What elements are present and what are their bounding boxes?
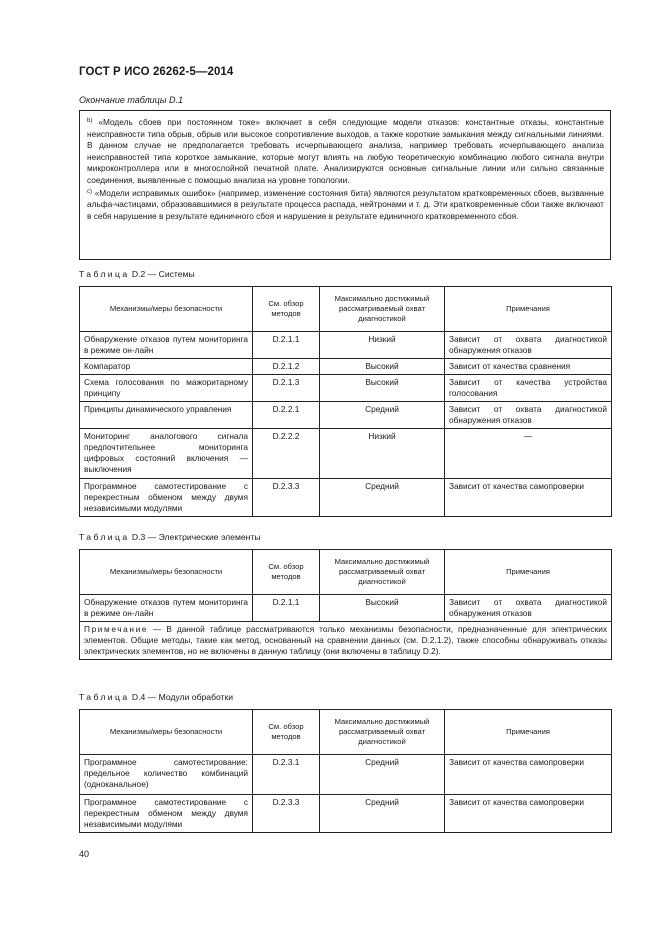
cell-coverage: Средний	[320, 795, 445, 833]
table-d2-caption-label: Таблица	[79, 269, 130, 279]
cell-coverage: Высокий	[320, 595, 445, 622]
col-header-coverage: Максимально достижимый рассматриваемый охват диагностикой	[320, 710, 445, 755]
table-row	[80, 795, 612, 833]
cell-method: D.2.1.2	[253, 359, 320, 375]
cell-mechanism: Компаратор	[80, 359, 253, 375]
note-text: — В данной таблице рассматриваются только механизмы безопасности, предназначенные для электрических элементов. Общие методы, такие как метод, основанный на сравнении данных (см. D.2.1.2), также способны обнаруживать отказы электрических элементов, но не включены в данную таблицу (они включены в таблицу D.2).	[84, 624, 607, 656]
table-d2-caption	[79, 269, 195, 279]
cell-mechanism: Программное самотестирование с перекрестным обменом между двумя независимыми модулями	[80, 795, 253, 833]
col-header-mechanisms: Механизмы/меры безопасности	[80, 287, 253, 332]
cell-method: D.2.3.3	[253, 795, 320, 833]
cell-mechanism: Схема голосования по мажоритарному принципу	[80, 375, 253, 402]
footnote-b-text: «Модель сбоев при постоянном токе» включает в себя следующие модели отказов: константные отказы, константные неисправности типа обрыв, обрыв или высокое сопротивление выходов, а также короткие замыкания между сигнальными линиями. В данном случае не предполагается требовать исчерпывающего анализа, например требовать исчерпывающего анализа неисправностей типа короткое замыкание, которые могут влиять на любую теоретическую комбинацию любого сигнала внутри микроконтроллера или в многослойной печатной плате. Анализируются основные сигнальные линии или сильно связанные соединения, выявленные с помощью анализа на уровне топологии.	[87, 117, 605, 185]
table-d3	[79, 549, 612, 660]
col-header-notes: Примечания	[445, 287, 612, 332]
table-d2	[79, 286, 612, 517]
table-d3-header-row	[80, 550, 612, 595]
cell-coverage: Низкий	[320, 332, 445, 359]
col-header-coverage: Максимально достижимый рассматриваемый охват диагностикой	[320, 550, 445, 595]
table-row	[80, 479, 612, 517]
cell-method: D.2.3.1	[253, 755, 320, 795]
cell-coverage: Средний	[320, 479, 445, 517]
col-header-mechanisms: Механизмы/меры безопасности	[80, 710, 253, 755]
cell-notes: —	[445, 429, 612, 479]
col-header-methods: См. обзор методов	[253, 710, 320, 755]
footnote-c-text: «Модели исправимых ошибок» (например, изменение состояния бита) являются результатом кратковременных сбоев, вызванные альфа-частицами, образовавшимися в результате процесса распада, нейтронами и т. д. Эти кратковременные сбои также включают в себя нарушение в результате единичного сбоя и нарушение в результате единичного кратковременного сбоя.	[87, 187, 604, 221]
cell-notes: Зависит от качества самопроверки	[445, 755, 612, 795]
cell-notes: Зависит от качества устройства голосования	[445, 375, 612, 402]
col-header-notes: Примечания	[445, 710, 612, 755]
col-header-mechanisms: Механизмы/меры безопасности	[80, 550, 253, 595]
footnote-b	[87, 117, 604, 187]
cell-coverage: Высокий	[320, 359, 445, 375]
cell-mechanism: Обнаружение отказов путем мониторинга в режиме он-лайн	[80, 595, 253, 622]
continuation-title: Окончание таблицы D.1	[79, 95, 183, 105]
table-d4-caption	[79, 692, 233, 702]
table-d1-footnotes	[79, 110, 611, 260]
cell-notes: Зависит от качества самопроверки	[445, 479, 612, 517]
footnote-c	[87, 188, 604, 223]
cell-coverage: Низкий	[320, 429, 445, 479]
cell-method: D.2.1.1	[253, 595, 320, 622]
table-row	[80, 595, 612, 622]
table-d3-caption-label: Таблица	[79, 532, 130, 542]
cell-method: D.2.1.1	[253, 332, 320, 359]
cell-mechanism: Программное самотестирование с перекрестным обменом между двумя независимыми модулями	[80, 479, 253, 517]
cell-method: D.2.2.2	[253, 429, 320, 479]
table-d3-note-row	[80, 622, 612, 660]
note-label: Примечание	[84, 624, 149, 634]
table-d4-header-row	[80, 710, 612, 755]
standard-header: ГОСТ Р ИСО 26262-5—2014	[79, 66, 234, 78]
table-row	[80, 332, 612, 359]
table-d3-note	[80, 622, 612, 660]
cell-coverage: Средний	[320, 755, 445, 795]
table-row	[80, 375, 612, 402]
table-d4-caption-rest: D.4 — Модули обработки	[131, 692, 234, 702]
cell-coverage: Средний	[320, 402, 445, 429]
col-header-coverage: Максимально достижимый рассматриваемый охват диагностикой	[320, 287, 445, 332]
table-row	[80, 755, 612, 795]
table-d4-caption-label: Таблица	[79, 692, 130, 702]
table-d2-header-row	[80, 287, 612, 332]
table-d3-caption	[79, 532, 261, 542]
cell-notes: Зависит от качества самопроверки	[445, 795, 612, 833]
col-header-methods: См. обзор методов	[253, 287, 320, 332]
cell-method: D.2.1.3	[253, 375, 320, 402]
table-row	[80, 402, 612, 429]
cell-notes: Зависит от охвата диагностикой обнаружения отказов	[445, 332, 612, 359]
page-number: 40	[79, 849, 90, 859]
table-d2-caption-rest: D.2 — Системы	[131, 269, 195, 279]
cell-method: D.2.2.1	[253, 402, 320, 429]
cell-notes: Зависит от охвата диагностикой обнаружения отказов	[445, 402, 612, 429]
cell-mechanism: Обнаружение отказов путем мониторинга в режиме он-лайн	[80, 332, 253, 359]
table-row	[80, 359, 612, 375]
col-header-methods: См. обзор методов	[253, 550, 320, 595]
cell-mechanism: Принципы динамического управления	[80, 402, 253, 429]
cell-coverage: Высокий	[320, 375, 445, 402]
footnote-c-mark: c)	[87, 188, 92, 195]
cell-mechanism: Программное самотестирование: предельное количество комбинаций (одноканальное)	[80, 755, 253, 795]
cell-method: D.2.3.3	[253, 479, 320, 517]
cell-notes: Зависит от охвата диагностикой обнаружения отказов	[445, 595, 612, 622]
table-d3-caption-rest: D.3 — Электрические элементы	[131, 532, 261, 542]
table-d4	[79, 709, 612, 833]
table-row	[80, 429, 612, 479]
cell-notes: Зависит от качества сравнения	[445, 359, 612, 375]
col-header-notes: Примечания	[445, 550, 612, 595]
cell-mechanism: Мониторинг аналогового сигнала предпочтительнее мониторинга цифровых состояний включения — выключения	[80, 429, 253, 479]
footnote-b-mark: b)	[87, 118, 93, 124]
